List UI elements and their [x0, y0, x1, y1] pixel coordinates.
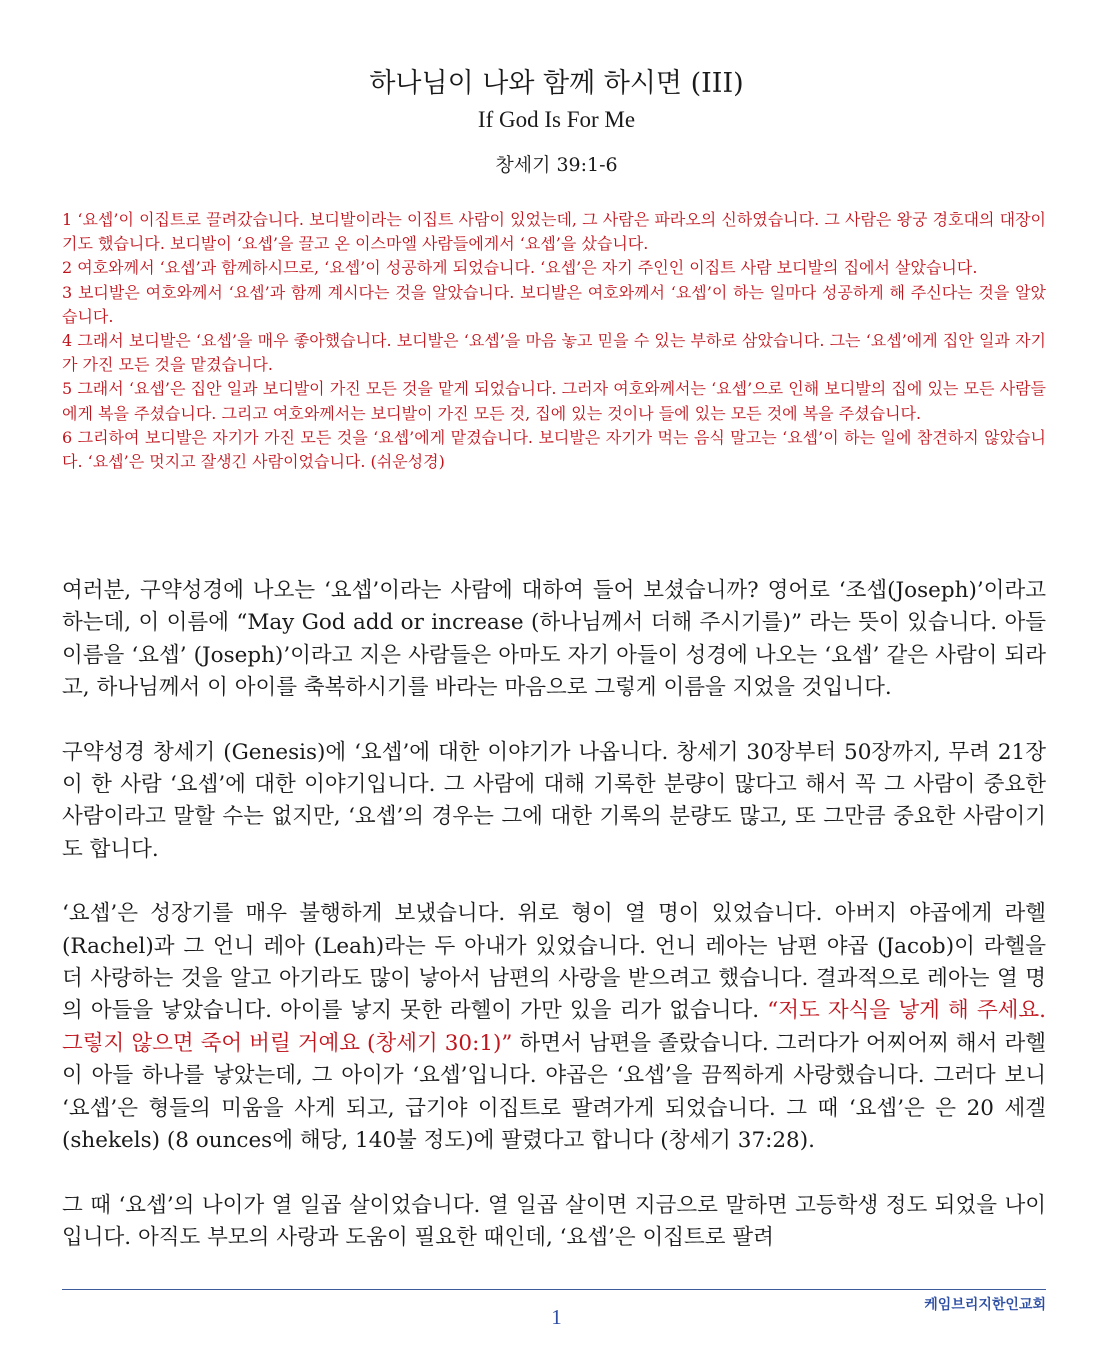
paragraph-2: 구약성경 창세기 (Genesis)에 ‘요셉’에 대한 이야기가 나옵니다. 창세기 30장부터 50장까지, 무려 21장이 한 사람 ‘요셉’에 대한 이야기입니다. 그 사람에 대해 기록한 분량이 많다고 해서 꼭 그 사람이 중요한 사람이라고 말할 수는 없지만, ‘요셉’의 경우는 그에 대한 기록의 분량도 많고, 또 그만큼 중요한 사람이기도 합니다.	[62, 739, 1046, 862]
sermon-body	[62, 575, 1046, 1254]
verse-3: 3 보디발은 여호와께서 ‘요셉’과 함께 계시다는 것을 알았습니다. 보디발은 여호와께서 ‘요셉’이 하는 일마다 성공하게 해 주신다는 것을 알았습니다.	[62, 282, 1046, 326]
paragraph-3-part-1: ‘요셉’은 성장기를 매우 불행하게 보냈습니다. 위로 형이 열 명이 있었습니다. 아버지 야곱에게 라헬 (Rachel)과 그 언니 레아 (Leah)라는 두 아내가 있었습니다. 언니 레아는 남편 야곱 (Jacob)이 라헬을 더 사랑하는 것을 알고 아기라도 많이 낳아서 남편의 사랑을 받으려고 했습니다. 결과적으로 레아는 열 명의 아들을 낳았습니다. 아이를 낳지 못한 라헬이 가만 있을 리가 없습니다.	[62, 901, 1046, 1024]
scripture-passage	[62, 208, 1046, 474]
verse-5: 5 그래서 ‘요셉’은 집안 일과 보디발이 가진 모든 것을 맡게 되었습니다. 그러자 여호와께서는 ‘요셉’으로 인해 보디발의 집에 있는 모든 사람들에게 복을 주셨습니다. 그리고 여호와께서는 보디발이 가진 모든 것, 집에 있는 것이나 들에 있는 모든 것에 복을 주셨습니다.	[62, 379, 1046, 423]
scripture-reference: 창세기 39:1-6	[495, 154, 618, 176]
footer-divider	[62, 1289, 1046, 1290]
church-name: 케임브리지한인교회	[924, 1297, 1046, 1313]
sermon-title: 하나님이 나와 함께 하시면 (III)	[369, 68, 744, 99]
highlighted-quote: “저도 자식을 낳게 해 주세요. 그렇지 않으면 죽어 버릴 거예요 (창세기 30:1)”	[62, 998, 1046, 1056]
verse-4: 4 그래서 보디발은 ‘요셉’을 매우 좋아했습니다. 보디발은 ‘요셉’을 마음 놓고 믿을 수 있는 부하로 삼았습니다. 그는 ‘요셉’에게 집안 일과 자기가 가진 모든 것을 맡겼습니다.	[62, 331, 1046, 375]
paragraph-3-part-2: 하면서 남편을 졸랐습니다. 그러다가 어찌어찌 해서 라헬이 아들 하나를 낳았는데, 그 아이가 ‘요셉’입니다. 야곱은 ‘요셉’을 끔찍하게 사랑했습니다. 그러다 보니 ‘요셉’은 형들의 미움을 사게 되고, 급기야 이집트로 팔려가게 되었습니다. 그 때 ‘요셉’은 은 20 세겔 (shekels) (8 ounces에 해당, 140불 정도)에 팔렸다고 합니다 (창세기 37:28).	[62, 1030, 1046, 1154]
paragraph-4: 그 때 ‘요셉’의 나이가 열 일곱 살이었습니다. 열 일곱 살이면 지금으로 말하면 고등학생 정도 되었을 나이입니다. 아직도 부모의 사랑과 도움이 필요한 때인데, ‘요셉’은 이집트로 팔려	[62, 1192, 1046, 1250]
verse-6: 6 그리하여 보디발은 자기가 가진 모든 것을 ‘요셉’에게 맡겼습니다. 보디발은 자기가 먹는 음식 말고는 ‘요셉’이 하는 일에 참견하지 않았습니다. ‘요셉’은 멋지고 잘생긴 사람이었습니다. (쉬운성경)	[62, 427, 1046, 472]
sermon-subtitle: If God Is For Me	[477, 107, 636, 132]
paragraph-1: 여러분, 구약성경에 나오는 ‘요셉’이라는 사람에 대하여 들어 보셨습니까? 영어로 ‘조셉(Joseph)’이라고 하는데, 이 이름에 “May God add or increase (하나님께서 더해 주시기를)” 라는 뜻이 있습니다. 아들 이름을 ‘요셉’ (Joseph)’이라고 지은 사람들은 아마도 자기 아들이 성경에 나오는 ‘요셉’ 같은 사람이 되라고, 하나님께서 이 아이를 축복하시기를 바라는 마음으로 그렇게 이름을 지었을 것입니다.	[62, 578, 1046, 701]
paragraph-3	[62, 898, 1046, 1157]
verse-1: 1 ‘요셉’이 이집트로 끌려갔습니다. 보디발이라는 이집트 사람이 있었는데, 그 사람은 파라오의 신하였습니다. 그 사람은 왕궁 경호대의 대장이기도 했습니다. 보디발이 ‘요셉’을 끌고 온 이스마엘 사람들에게서 ‘요셉’을 샀습니다.	[62, 210, 1046, 254]
verse-2: 2 여호와께서 ‘요셉’과 함께하시므로, ‘요셉’이 성공하게 되었습니다. ‘요셉’은 자기 주인인 이집트 사람 보디발의 집에서 살았습니다.	[62, 258, 978, 278]
page-number: 1	[551, 1305, 562, 1329]
